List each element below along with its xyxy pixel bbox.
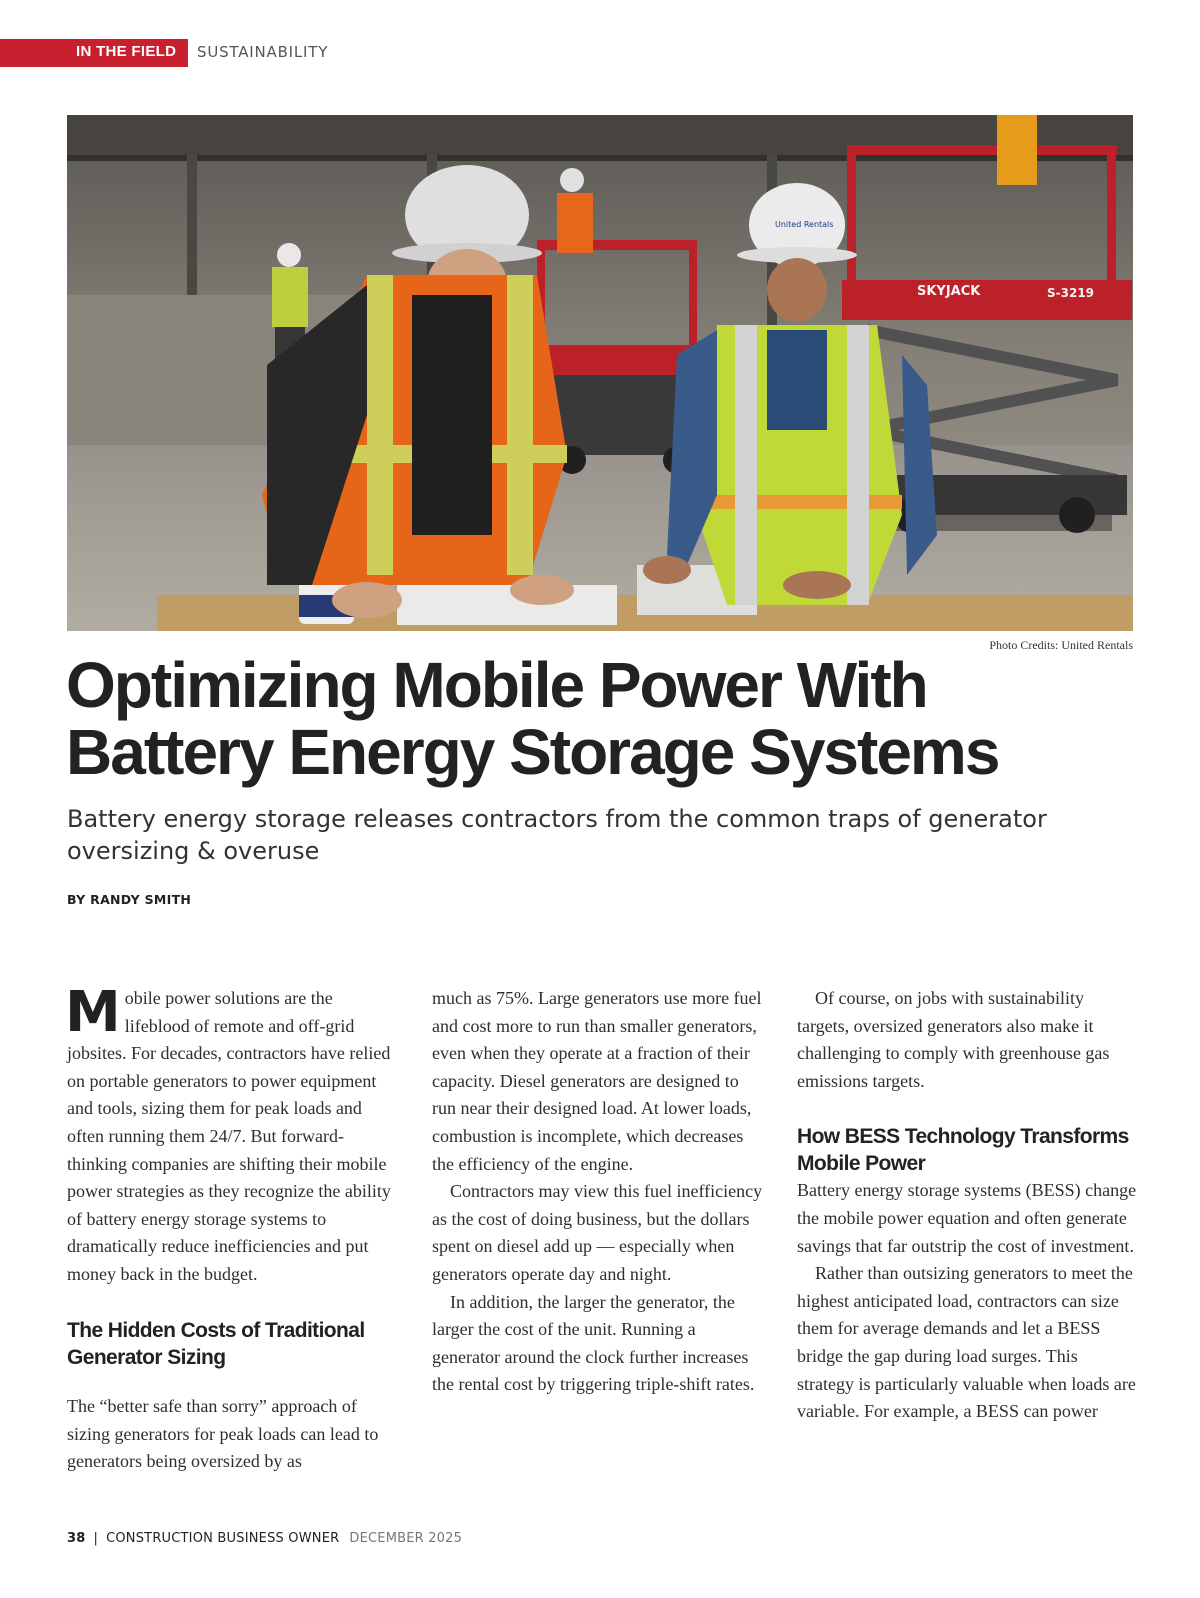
- issue-date: DECEMBER 2025: [349, 1531, 463, 1546]
- paragraph-2-end: much as 75%. Large generators use more fuel and cost more to run than smaller generators, even when they operate at a fraction of their capacity. Diesel generators are designed to run near their designed load. At lower loads, combustion is incomplete, which decreases the efficiency of the engine.: [432, 988, 762, 1174]
- paragraph-1: [65, 980, 397, 1289]
- photo-credit: Photo Credits: United Rentals: [989, 638, 1133, 652]
- drop-cap: M: [65, 980, 121, 1045]
- paragraph-6: Battery energy storage systems (BESS) change the mobile power equation and often generate savings that far outstrip the cost of investment.: [797, 1180, 1137, 1256]
- page-footer: [67, 1531, 462, 1546]
- paragraph-5: Of course, on jobs with sustainability targets, oversized generators also make it challenging to comply with greenhouse gas emissions targets.: [797, 988, 1110, 1091]
- byline: BY RANDY SMITH: [67, 892, 192, 907]
- lift-brand-text: SKYJACK: [917, 284, 981, 299]
- column-3: [797, 985, 1137, 1426]
- section-category: SUSTAINABILITY: [197, 43, 329, 61]
- subhead-bess-technology: How BESS Technology Transforms Mobile Power: [797, 1125, 1129, 1176]
- paragraph-2-start: The “better safe than sorry” approach of sizing generators for peak loads can lead to generators being oversized by as: [67, 1396, 379, 1472]
- column-1: [65, 980, 397, 1371]
- paragraph-4: In addition, the larger the generator, the larger the cost of the unit. Running a generator around the clock further increases the rental cost by triggering triple-shift rates.: [432, 1291, 755, 1395]
- section-label: IN THE FIELD: [76, 43, 177, 60]
- article-dek: Battery energy storage releases contractors from the common traps of generator oversizing & overuse: [67, 805, 1047, 865]
- article-headline: Optimizing Mobile Power With Battery Energy Storage Systems: [66, 649, 999, 788]
- column-1-continued: [67, 1393, 397, 1476]
- page-number: 38: [67, 1531, 86, 1546]
- lift-model-text: S-3219: [1047, 286, 1095, 300]
- hero-photo: [67, 115, 1133, 631]
- paragraph-7: Rather than outsizing generators to meet the highest anticipated load, contractors can size them for average demands and let a BESS bridge the gap during load surges. This strategy is particularly valuable when loads are variable. For example, a BESS can power: [797, 1263, 1136, 1422]
- footer-separator: |: [93, 1531, 99, 1546]
- column-2: [432, 985, 767, 1399]
- hardhat-logo-text: United Rentals: [775, 220, 834, 229]
- subhead-hidden-costs: The Hidden Costs of Traditional Generator Sizing: [67, 1318, 365, 1369]
- paragraph-1-text: obile power solutions are the lifeblood of remote and off-grid jobsites. For decades, contractors have relied on portable generators to power equipment and tools, sizing them for peak loads and often running them 24/7. But forward-thinking companies are shifting their mobile power strategies as they recognize the ability of battery energy storage systems to dramatically reduce inefficiencies and put money back in the budget.: [67, 988, 391, 1284]
- paragraph-3: Contractors may view this fuel inefficiency as the cost of doing business, but the dollars spent on diesel add up — especially when generators operate day and night.: [432, 1181, 763, 1284]
- publication-name: CONSTRUCTION BUSINESS OWNER: [106, 1531, 340, 1546]
